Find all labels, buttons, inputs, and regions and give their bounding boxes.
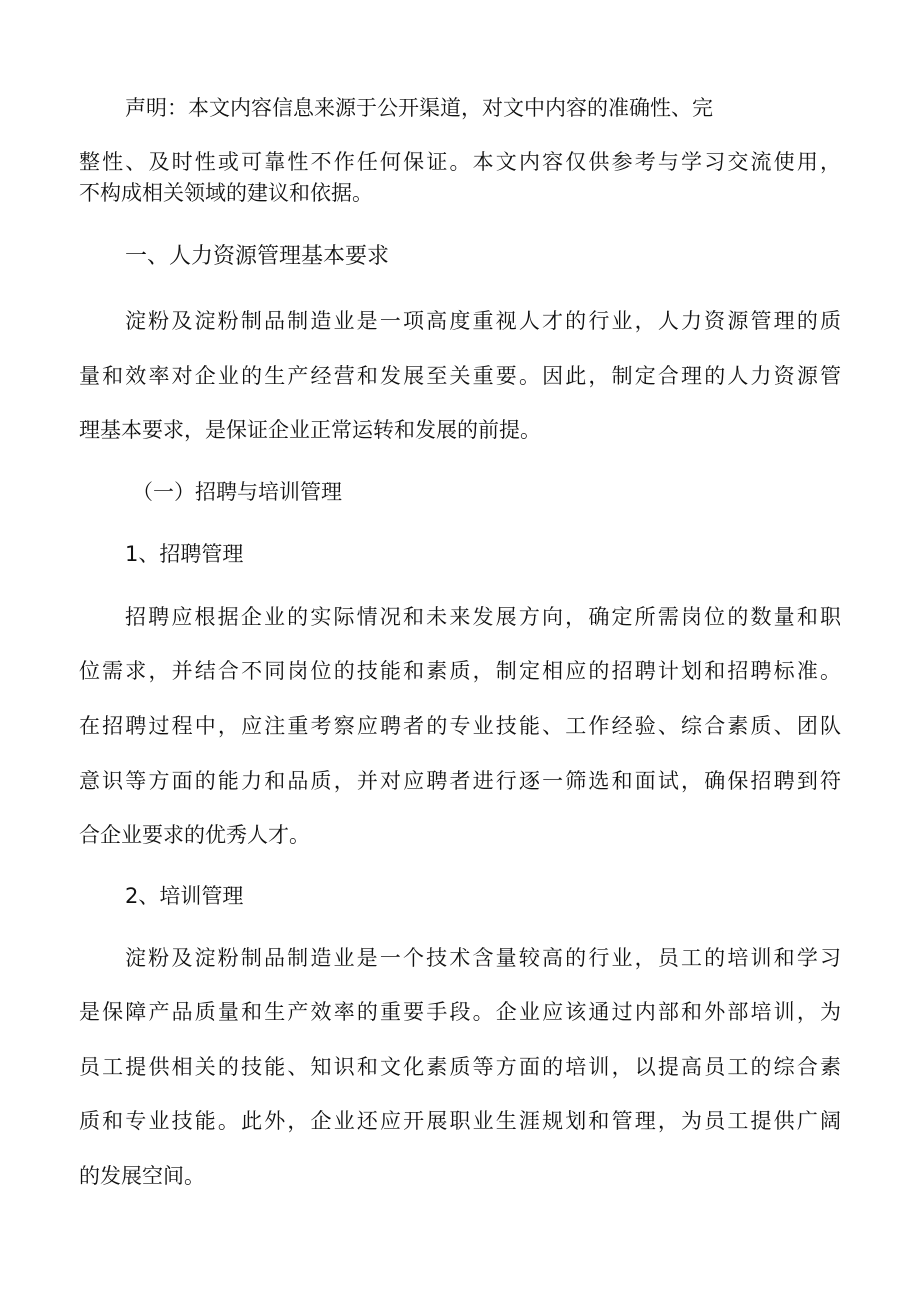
section-heading: 一、人力资源管理基本要求 bbox=[125, 244, 390, 269]
subsection-heading: （一）招聘与培训管理 bbox=[132, 480, 342, 504]
disclaimer-line: 声明：本文内容信息来源于公开渠道，对文中内容的准确性、完 bbox=[125, 96, 713, 120]
paragraph-line: 淀粉及淀粉制品制造业是一个技术含量较高的行业，员工的培训和学习 bbox=[125, 946, 841, 970]
paragraph-line: 淀粉及淀粉制品制造业是一项高度重视人才的行业，人力资源管理的质 bbox=[125, 309, 841, 333]
item-heading: 2、培训管理 bbox=[125, 884, 244, 908]
paragraph-line: 在招聘过程中，应注重考察应聘者的专业技能、工作经验、综合素质、团队 bbox=[79, 714, 841, 738]
paragraph-line: 量和效率对企业的生产经营和发展至关重要。因此，制定合理的人力资源管 bbox=[79, 364, 841, 388]
paragraph-line: 的发展空间。 bbox=[79, 1164, 205, 1188]
paragraph-line: 意识等方面的能力和品质，并对应聘者进行逐一筛选和面试，确保招聘到符 bbox=[79, 769, 841, 793]
disclaimer-line: 整性、及时性或可靠性不作任何保证。本文内容仅供参考与学习交流使用， bbox=[79, 150, 841, 174]
paragraph-line: 员工提供相关的技能、知识和文化素质等方面的培训，以提高员工的综合素 bbox=[79, 1055, 841, 1079]
paragraph-line: 质和专业技能。此外，企业还应开展职业生涯规划和管理，为员工提供广阔 bbox=[79, 1109, 841, 1133]
disclaimer-line: 不构成相关领域的建议和依据。 bbox=[79, 181, 373, 205]
paragraph-line: 位需求，并结合不同岗位的技能和素质，制定相应的招聘计划和招聘标准。 bbox=[79, 659, 841, 683]
paragraph-line: 合企业要求的优秀人才。 bbox=[79, 823, 310, 847]
paragraph-line: 是保障产品质量和生产效率的重要手段。企业应该通过内部和外部培训，为 bbox=[79, 1000, 841, 1024]
paragraph-line: 理基本要求，是保证企业正常运转和发展的前提。 bbox=[79, 418, 541, 442]
item-heading: 1、招聘管理 bbox=[125, 542, 244, 566]
paragraph-line: 招聘应根据企业的实际情况和未来发展方向，确定所需岗位的数量和职 bbox=[125, 605, 841, 629]
